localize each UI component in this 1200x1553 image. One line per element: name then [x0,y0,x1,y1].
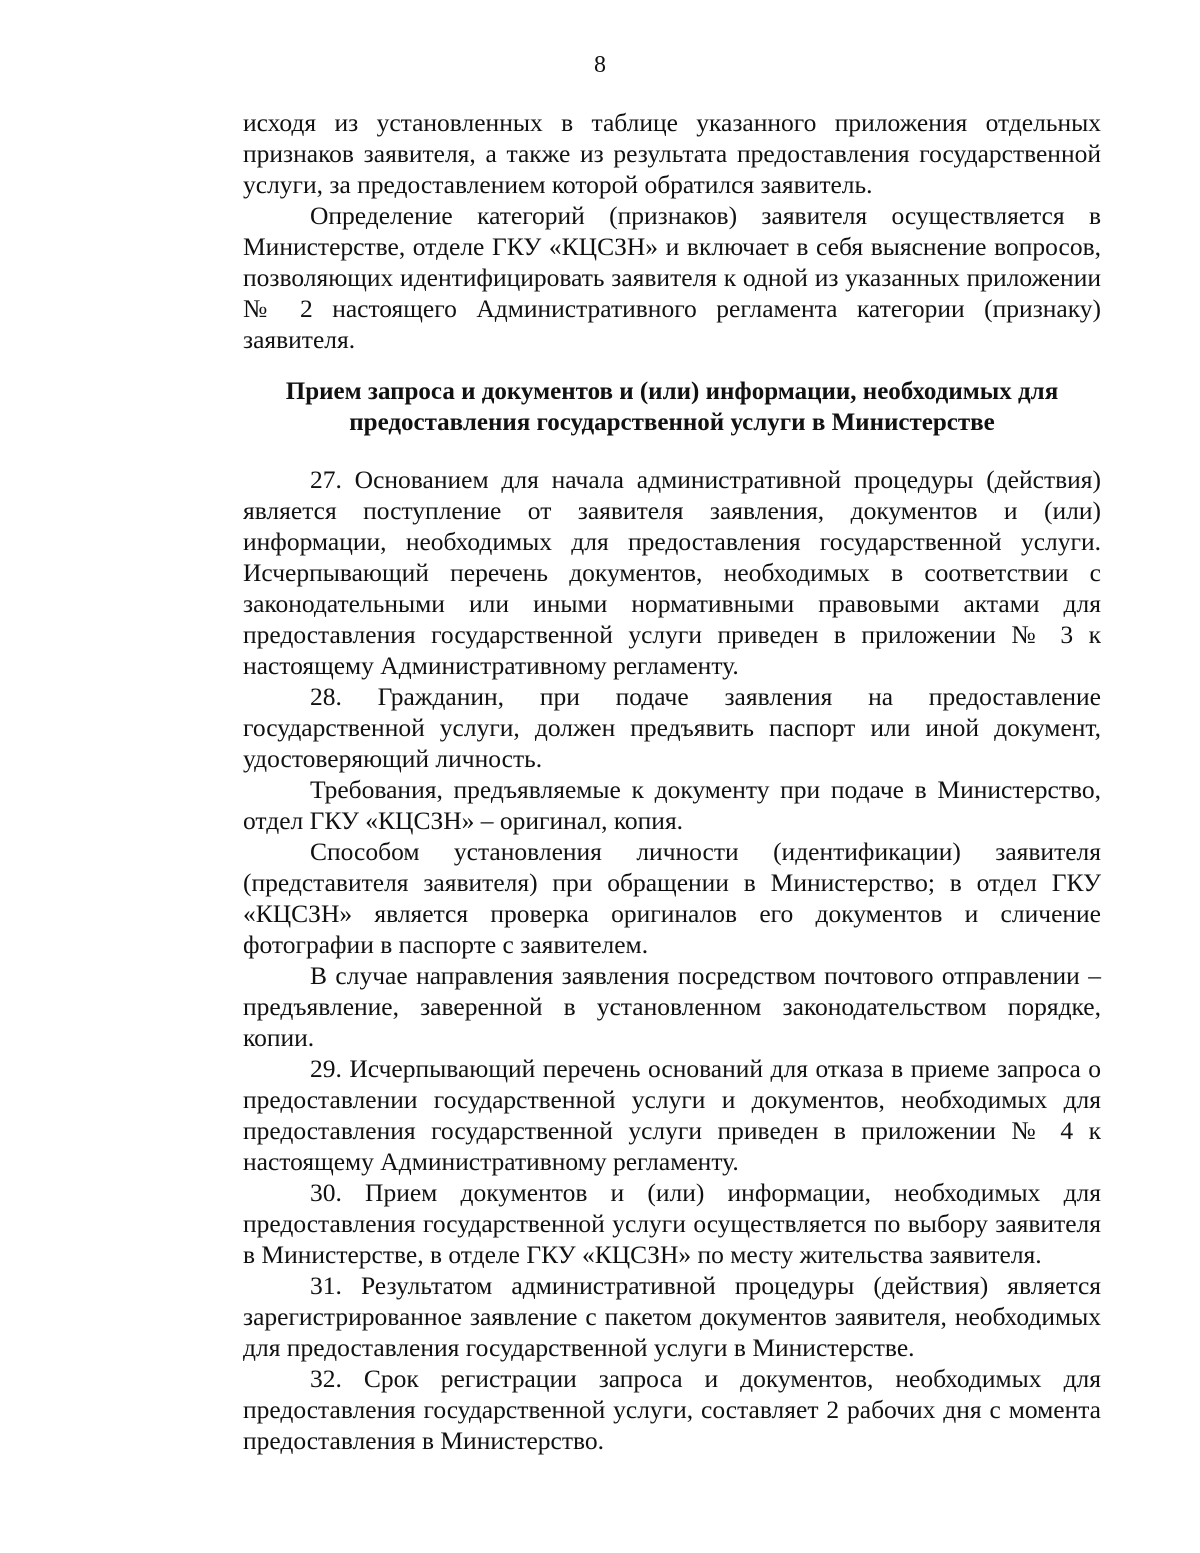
intro-paragraph-categories: Определение категорий (признаков) заявителя осуществляется в Министерстве, отделе ГКУ «КЦСЗН» и включает в себя выяснение вопросов, позволяющих идентифицировать заявителя к одной из указанных приложении № 2 настоящего Административного регламента категории (признаку) заявителя. [243,201,1101,354]
paragraph-32: 32. Срок регистрации запроса и документов, необходимых для предоставления государственной услуги, составляет 2 рабочих дня с момента предоставления в Министерство. [243,1364,1101,1455]
paragraph-27: 27. Основанием для начала административной процедуры (действия) является поступление от заявителя заявления, документов и (или) информации, необходимых для предоставления государственной услуги. Исчерпывающий перечень документов, необходимых в соответствии с законодательными или иными нормативными правовыми актами для предоставления государственной услуги приведен в приложении № 3 к настоящему Административному регламенту. [243,465,1101,680]
paragraph-29: 29. Исчерпывающий перечень оснований для отказа в приеме запроса о предоставлении государственной услуги и документов, необходимых для предоставления государственной услуги приведен в приложении № 4 к настоящему Административному регламенту. [243,1054,1101,1176]
paragraph-identification: Способом установления личности (идентификации) заявителя (представителя заявителя) при обращении в Министерство; в отдел ГКУ «КЦСЗН» является проверка оригиналов его документов и сличение фотографии в паспорте с заявителем. [243,837,1101,959]
intro-text [243,107,1101,355]
paragraph-28: 28. Гражданин, при подаче заявления на предоставление государственной услуги, должен предъявить паспорт или иной документ, удостоверяющий личность. [243,682,1101,773]
intro-paragraph-continuation: исходя из установленных в таблице указанного приложения отдельных признаков заявителя, а также из результата предоставления государственной услуги, за предоставлением которой обратился заявитель. [243,108,1101,199]
page-number: 8 [594,52,606,78]
paragraph-requirements: Требования, предъявляемые к документу при подаче в Министерство, отдел ГКУ «КЦСЗН» – оригинал, копия. [243,775,1101,835]
section-heading [243,376,1101,438]
paragraph-30: 30. Прием документов и (или) информации, необходимых для предоставления государственной услуги осуществляется по выбору заявителя в Министерстве, в отделе ГКУ «КЦСЗН» по месту жительства заявителя. [243,1178,1101,1269]
section-heading-line-2: предоставления государственной услуги в Министерстве [349,409,995,436]
paragraph-postal: В случае направления заявления посредством почтового отправлении – предъявление, заверенной в установленном законодательством порядке, копии. [243,961,1101,1052]
section-heading-line-1: Прием запроса и документов и (или) информации, необходимых для [285,378,1059,405]
paragraph-31: 31. Результатом административной процедуры (действия) является зарегистрированное заявление с пакетом документов заявителя, необходимых для предоставления государственной услуги в Министерстве. [243,1271,1101,1362]
section-body [243,464,1101,1456]
